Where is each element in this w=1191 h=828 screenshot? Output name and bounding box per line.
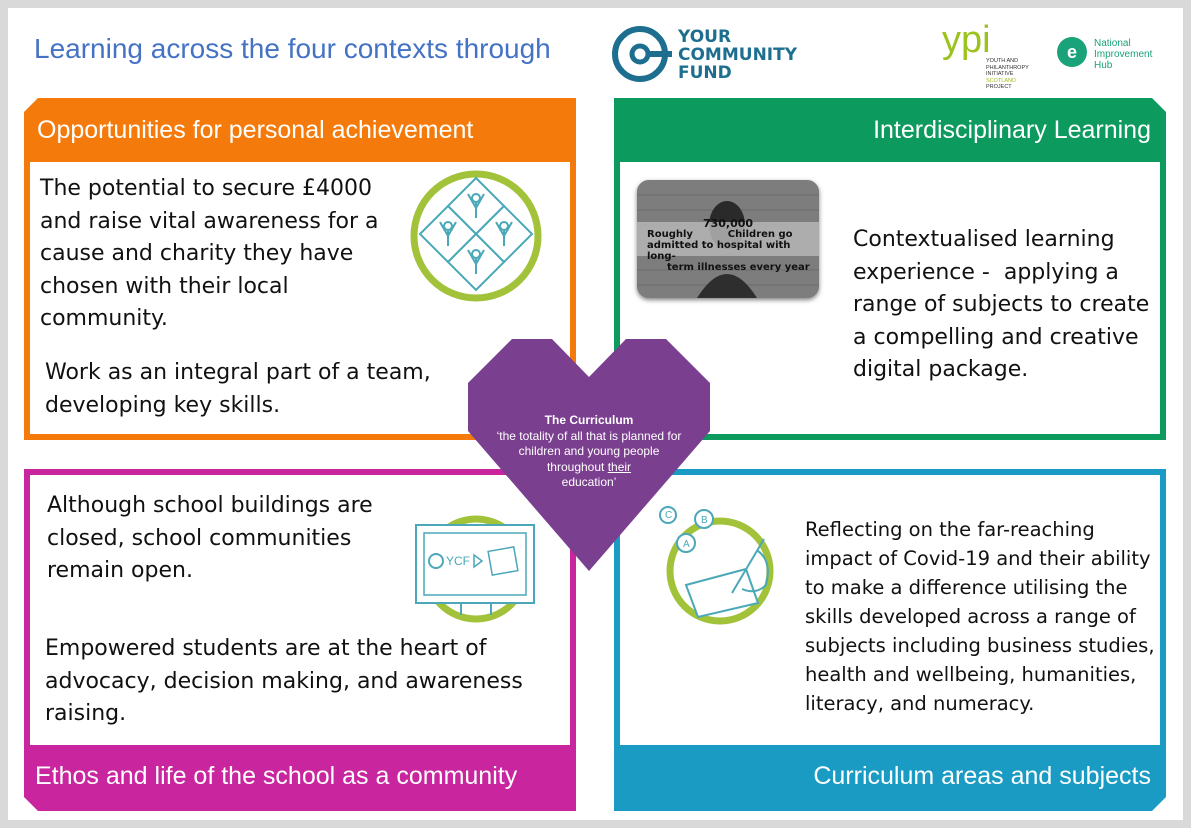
quadrant-header: Ethos and life of the school as a community (35, 762, 518, 790)
ycf-logo-line2: COMMUNITY (678, 45, 798, 65)
ypi-logo (940, 20, 1035, 92)
quadrant-header: Opportunities for personal achievement (37, 116, 474, 144)
text-line: Work as an integral part of a team, (45, 360, 431, 385)
text-line: subjects including business studies, (805, 634, 1155, 657)
text-line: and raise vital awareness for a (40, 208, 379, 234)
heart-quote-line: children and young people (518, 444, 660, 458)
text-line: Empowered students are at the heart of (45, 636, 487, 661)
heart-quote-text: throughout (546, 459, 608, 474)
nih-logo-icon (1056, 36, 1088, 68)
photo-text-number: 730,000 (702, 217, 754, 230)
svg-text:B: B (701, 515, 708, 526)
quadrant-header: Interdisciplinary Learning (873, 116, 1151, 144)
ypi-text-2: PHILANTHROPY (986, 64, 1029, 71)
campaign-photo (637, 180, 819, 298)
text-line: to make a difference utilising the (805, 576, 1128, 599)
quadrant-header: Curriculum areas and subjects (813, 762, 1151, 790)
heart-quote-underlined: their (607, 459, 632, 474)
text-line: range of subjects to create (853, 292, 1150, 317)
text-line: developing key skills. (45, 392, 281, 418)
ypi-text-1: YOUTH AND (986, 58, 1019, 64)
photo-text-line: Roughly Children go (647, 229, 793, 240)
heart-quote-line: education’ (561, 475, 617, 489)
nih-text-1: National (1094, 38, 1131, 49)
text-line: a compelling and creative (853, 324, 1139, 350)
photo-text-line: admitted to hospital with long- (647, 240, 791, 262)
text-line: advocacy, decision making, and awareness (45, 668, 523, 694)
quadrant-paragraph (45, 357, 431, 422)
photo-text-line: term illnesses every year (667, 262, 810, 273)
ypi-text-4: SCOTLAND (986, 77, 1016, 84)
screen-label: YCF (446, 554, 470, 568)
quadrant-paragraph (40, 173, 379, 336)
svg-text:e: e (1066, 42, 1078, 62)
ypi-text-5: PROJECT (986, 84, 1012, 90)
heart-quote-line: ‘the totality of all that is planned for (496, 428, 682, 443)
text-line: cause and charity they have (40, 241, 354, 266)
text-line: remain open. (47, 558, 193, 583)
ycf-logo-icon (608, 22, 672, 86)
heart-title: The Curriculum (544, 413, 634, 427)
text-line: skills developed across a range of (805, 605, 1136, 628)
quadrant-paragraph (853, 224, 1149, 387)
text-line: Reflecting on the far-reaching (805, 518, 1095, 541)
text-line: literacy, and numeracy. (805, 692, 1035, 715)
text-line: health and wellbeing, humanities, (805, 663, 1137, 686)
text-line: closed, school communities (47, 525, 352, 551)
ypi-text-3: INITIATIVE (986, 71, 1014, 77)
text-line: The potential to secure £4000 (40, 176, 372, 201)
svg-text:A: A (683, 539, 690, 550)
nih-text-3: Hub (1094, 60, 1113, 71)
text-line: community. (40, 306, 168, 331)
text-line: Contextualised learning (853, 227, 1115, 252)
text-line: Although school buildings are (47, 493, 373, 518)
ycf-logo-line3: FUND (678, 63, 732, 83)
text-line: impact of Covid-19 and their ability (805, 547, 1151, 570)
curriculum-heart (468, 339, 710, 571)
ypi-logo-mark: ypi (942, 19, 991, 61)
quadrant-paragraph (47, 490, 373, 588)
quadrant-paragraph (805, 515, 1155, 718)
heart-quote-line (468, 460, 710, 476)
page-title: Learning across the four contexts through (34, 33, 551, 64)
teamwork-puzzle-icon (406, 166, 546, 306)
text-line: raising. (45, 701, 127, 726)
svg-text:C: C (665, 510, 673, 521)
your-community-fund-logo (608, 22, 808, 86)
text-line: chosen with their local (40, 273, 289, 299)
national-improvement-hub-logo (1056, 36, 1166, 76)
nih-text-2: Improvement (1094, 49, 1153, 60)
text-line: experience - applying a (853, 259, 1119, 285)
ycf-logo-line1: YOUR (678, 27, 732, 47)
text-line: digital package. (853, 357, 1029, 382)
quadrant-paragraph (45, 633, 523, 731)
